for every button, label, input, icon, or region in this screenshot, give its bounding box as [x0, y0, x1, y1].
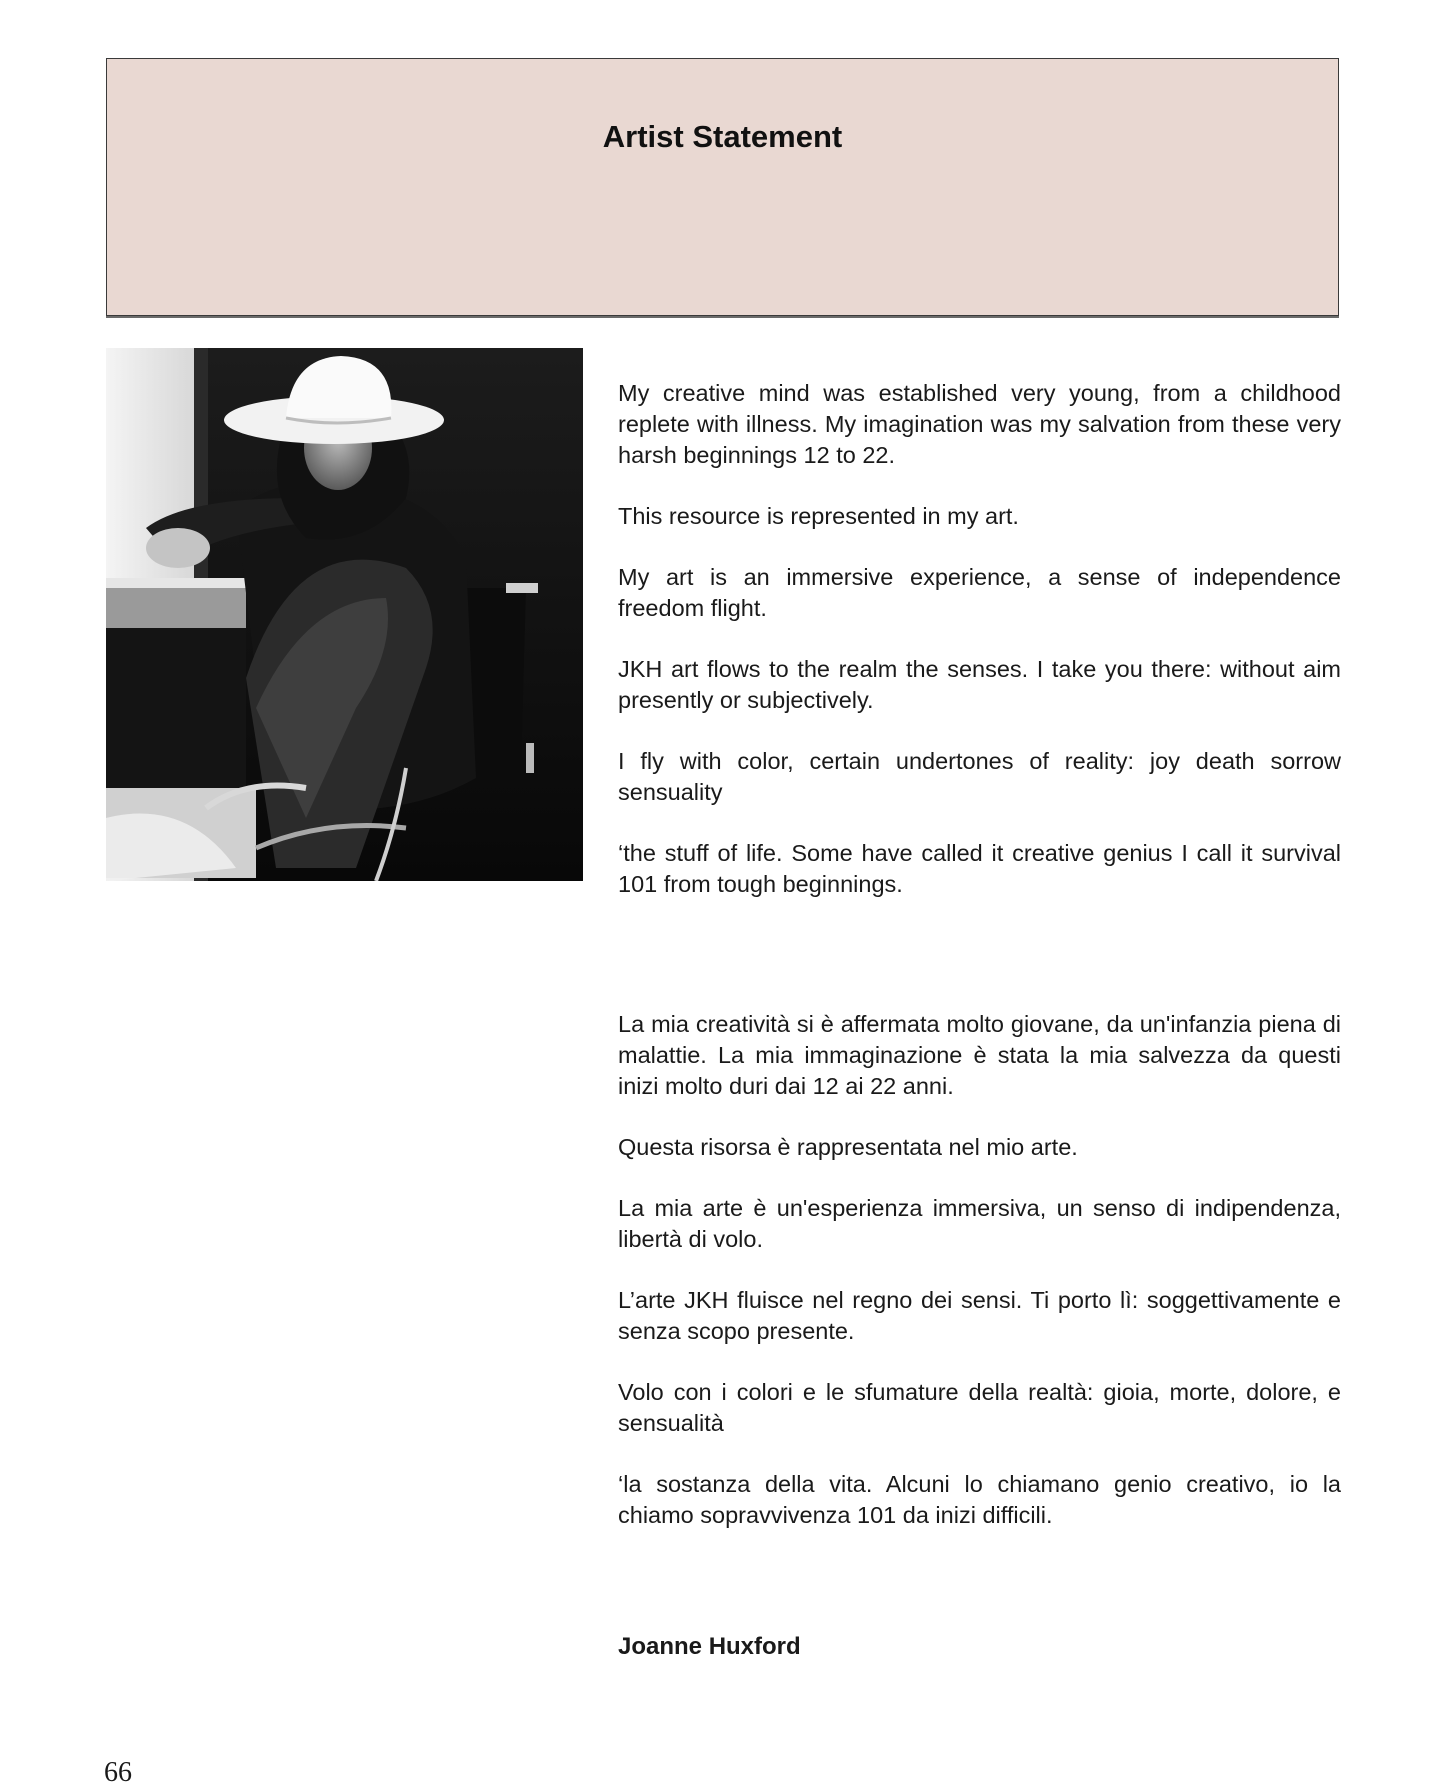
- artist-portrait-photo: [106, 348, 583, 881]
- italian-paragraph: L’arte JKH fluisce nel regno dei sensi. Ti porto lì: soggettivamente e senza scopo presente.: [618, 1287, 1341, 1344]
- english-paragraph: JKH art flows to the realm the senses. I take you there: without aim presently or subjectively.: [618, 656, 1341, 713]
- english-paragraph: This resource is represented in my art.: [618, 503, 1019, 529]
- english-paragraph: I fly with color, certain undertones of reality: joy death sorrow sensuality: [618, 748, 1341, 805]
- italian-paragraph: Questa risorsa è rappresentata nel mio arte.: [618, 1134, 1078, 1160]
- italian-statement: [618, 1009, 1341, 1561]
- italian-paragraph: Volo con i colori e le sfumature della realtà: gioia, morte, dolore, e sensualità: [618, 1379, 1341, 1436]
- italian-paragraph: La mia arte è un'esperienza immersiva, un senso di indipendenza, libertà di volo.: [618, 1195, 1341, 1252]
- english-paragraph: My creative mind was established very young, from a childhood replete with illness. My imagination was my salvation from these very harsh beginnings 12 to 22.: [618, 380, 1341, 468]
- italian-paragraph: ‘la sostanza della vita. Alcuni lo chiamano genio creativo, io la chiamo sopravvivenza 101 da inizi difficili.: [618, 1471, 1341, 1528]
- header-box: [106, 58, 1339, 316]
- page-title: Artist Statement: [602, 119, 843, 154]
- italian-paragraph: La mia creatività si è affermata molto giovane, da un'infanzia piena di malattie. La mia immaginazione è stata la mia salvezza da questi inizi molto duri dai 12 ai 22 anni.: [618, 1011, 1341, 1099]
- page-number: 66: [104, 1757, 132, 1788]
- portrait-photo-icon: [106, 348, 583, 881]
- english-statement: [618, 378, 1341, 930]
- artist-signature: Joanne Huxford: [618, 1633, 801, 1660]
- english-paragraph: ‘the stuff of life. Some have called it creative genius I call it survival 101 from tough beginnings.: [618, 840, 1341, 897]
- english-paragraph: My art is an immersive experience, a sense of independence freedom flight.: [618, 564, 1341, 621]
